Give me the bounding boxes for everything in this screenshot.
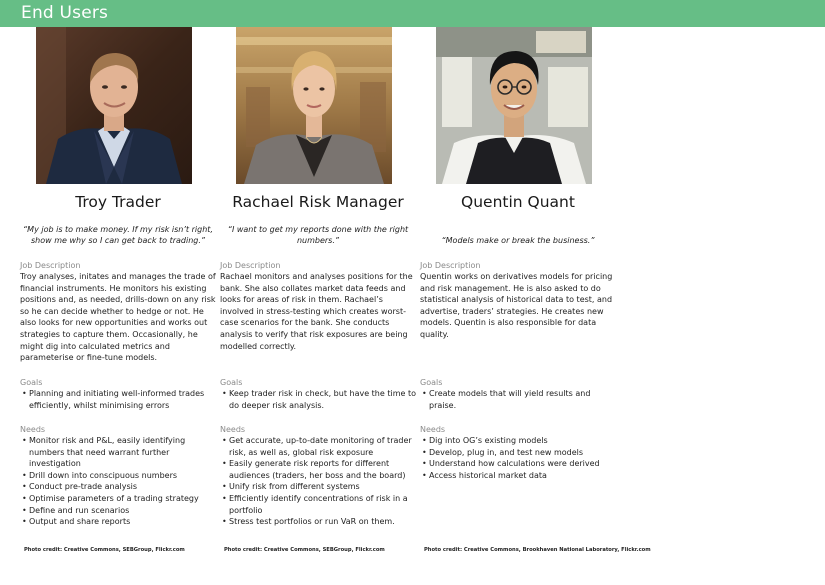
list-item: • Unify risk from different systems: [220, 481, 416, 493]
list-item: • Efficiently identify concentrations of risk in a portfolio: [220, 493, 416, 516]
persona-name: Rachael Risk Manager: [232, 193, 404, 211]
goals-list: [20, 388, 216, 411]
list-item: • Monitor risk and P&L, easily identifying numbers that need warrant further investigation: [20, 435, 216, 470]
list-item: • Understand how calculations were derived: [420, 458, 616, 470]
persona-photo-rachael: [236, 27, 392, 184]
goals-list: [220, 388, 416, 411]
needs-label: Needs: [220, 425, 246, 434]
page-title: End Users: [21, 3, 109, 23]
goals-label: Goals: [420, 378, 443, 387]
job-description-label: Job Description: [420, 261, 481, 270]
job-description-text: Rachael monitors and analyses positions for the bank. She also collates market data feeds and looks for areas of risk in them. Rachael’s involved in stress-testing which creates worst-case scenarios for the bank. She conducts analysis to verify that risk exposures are being modelled correctly.: [220, 272, 413, 351]
needs-label: Needs: [420, 425, 446, 434]
job-description-label: Job Description: [20, 261, 81, 270]
goals-label: Goals: [20, 378, 43, 387]
list-item: • Get accurate, up-to-date monitoring of trader risk, as well as, global risk exposure: [220, 435, 416, 458]
job-description-label: Job Description: [220, 261, 281, 270]
list-item: • Easily generate risk reports for different audiences (traders, her boss and the board): [220, 458, 416, 481]
list-item: • Optimise parameters of a trading strategy: [20, 493, 216, 505]
goals-label: Goals: [220, 378, 243, 387]
list-item: • Access historical market data: [420, 470, 616, 482]
list-item: • Create models that will yield results and praise.: [420, 388, 616, 411]
photo-credit: Photo credit: Creative Commons, SEBGroup, Flickr.com: [224, 547, 385, 553]
persona-photo-quentin: [436, 27, 592, 184]
needs-list: [420, 435, 616, 481]
job-description-text: Quentin works on derivatives models for pricing and risk management. He is also asked to do statistical analysis of historical data to test, and advertise, traders’ strategies. He creates new models. Quentin is also responsible for data quality.: [420, 272, 613, 339]
list-item: • Define and run scenarios: [20, 505, 216, 517]
photo-credit: Photo credit: Creative Commons, Brookhaven National Laboratory, Flickr.com: [424, 547, 651, 553]
goals-list: [420, 388, 616, 411]
list-item: • Planning and initiating well-informed trades efficiently, whilst minimising errors: [20, 388, 216, 411]
list-item: • Conduct pre-trade analysis: [20, 481, 216, 493]
page-header: [0, 0, 825, 27]
persona-name: Troy Trader: [75, 193, 161, 211]
list-item: • Drill down into conscipuous numbers: [20, 470, 216, 482]
needs-list: [20, 435, 216, 528]
needs-label: Needs: [20, 425, 46, 434]
needs-list: [220, 435, 416, 528]
list-item: • Keep trader risk in check, but have the time to do deeper risk analysis.: [220, 388, 416, 411]
persona-quote: “Models make or break the business.”: [441, 236, 595, 245]
list-item: • Stress test portfolios or run VaR on them.: [220, 516, 416, 528]
list-item: • Develop, plug in, and test new models: [420, 447, 616, 459]
persona-quote: “My job is to make money. If my risk isn’t right, show me why so I can get back to trading.”: [23, 225, 213, 245]
photo-credit: Photo credit: Creative Commons, SEBGroup, Flickr.com: [24, 547, 185, 553]
list-item: • Dig into OG’s existing models: [420, 435, 616, 447]
persona-quote: “I want to get my reports done with the right numbers.”: [227, 225, 409, 245]
list-item: • Output and share reports: [20, 516, 216, 528]
persona-name: Quentin Quant: [461, 193, 575, 211]
persona-photo-troy: [36, 27, 192, 184]
job-description-text: Troy analyses, initates and manages the trade of financial instruments. He monitors his existing positions and, as needed, drills-down on any risk so he can decide whether to hedge or not. He also looks for new opportunities and works out strategies to capture them. Occasionally, he might dig into calculated metrics and parameterise or fine-tune models.: [20, 272, 216, 363]
